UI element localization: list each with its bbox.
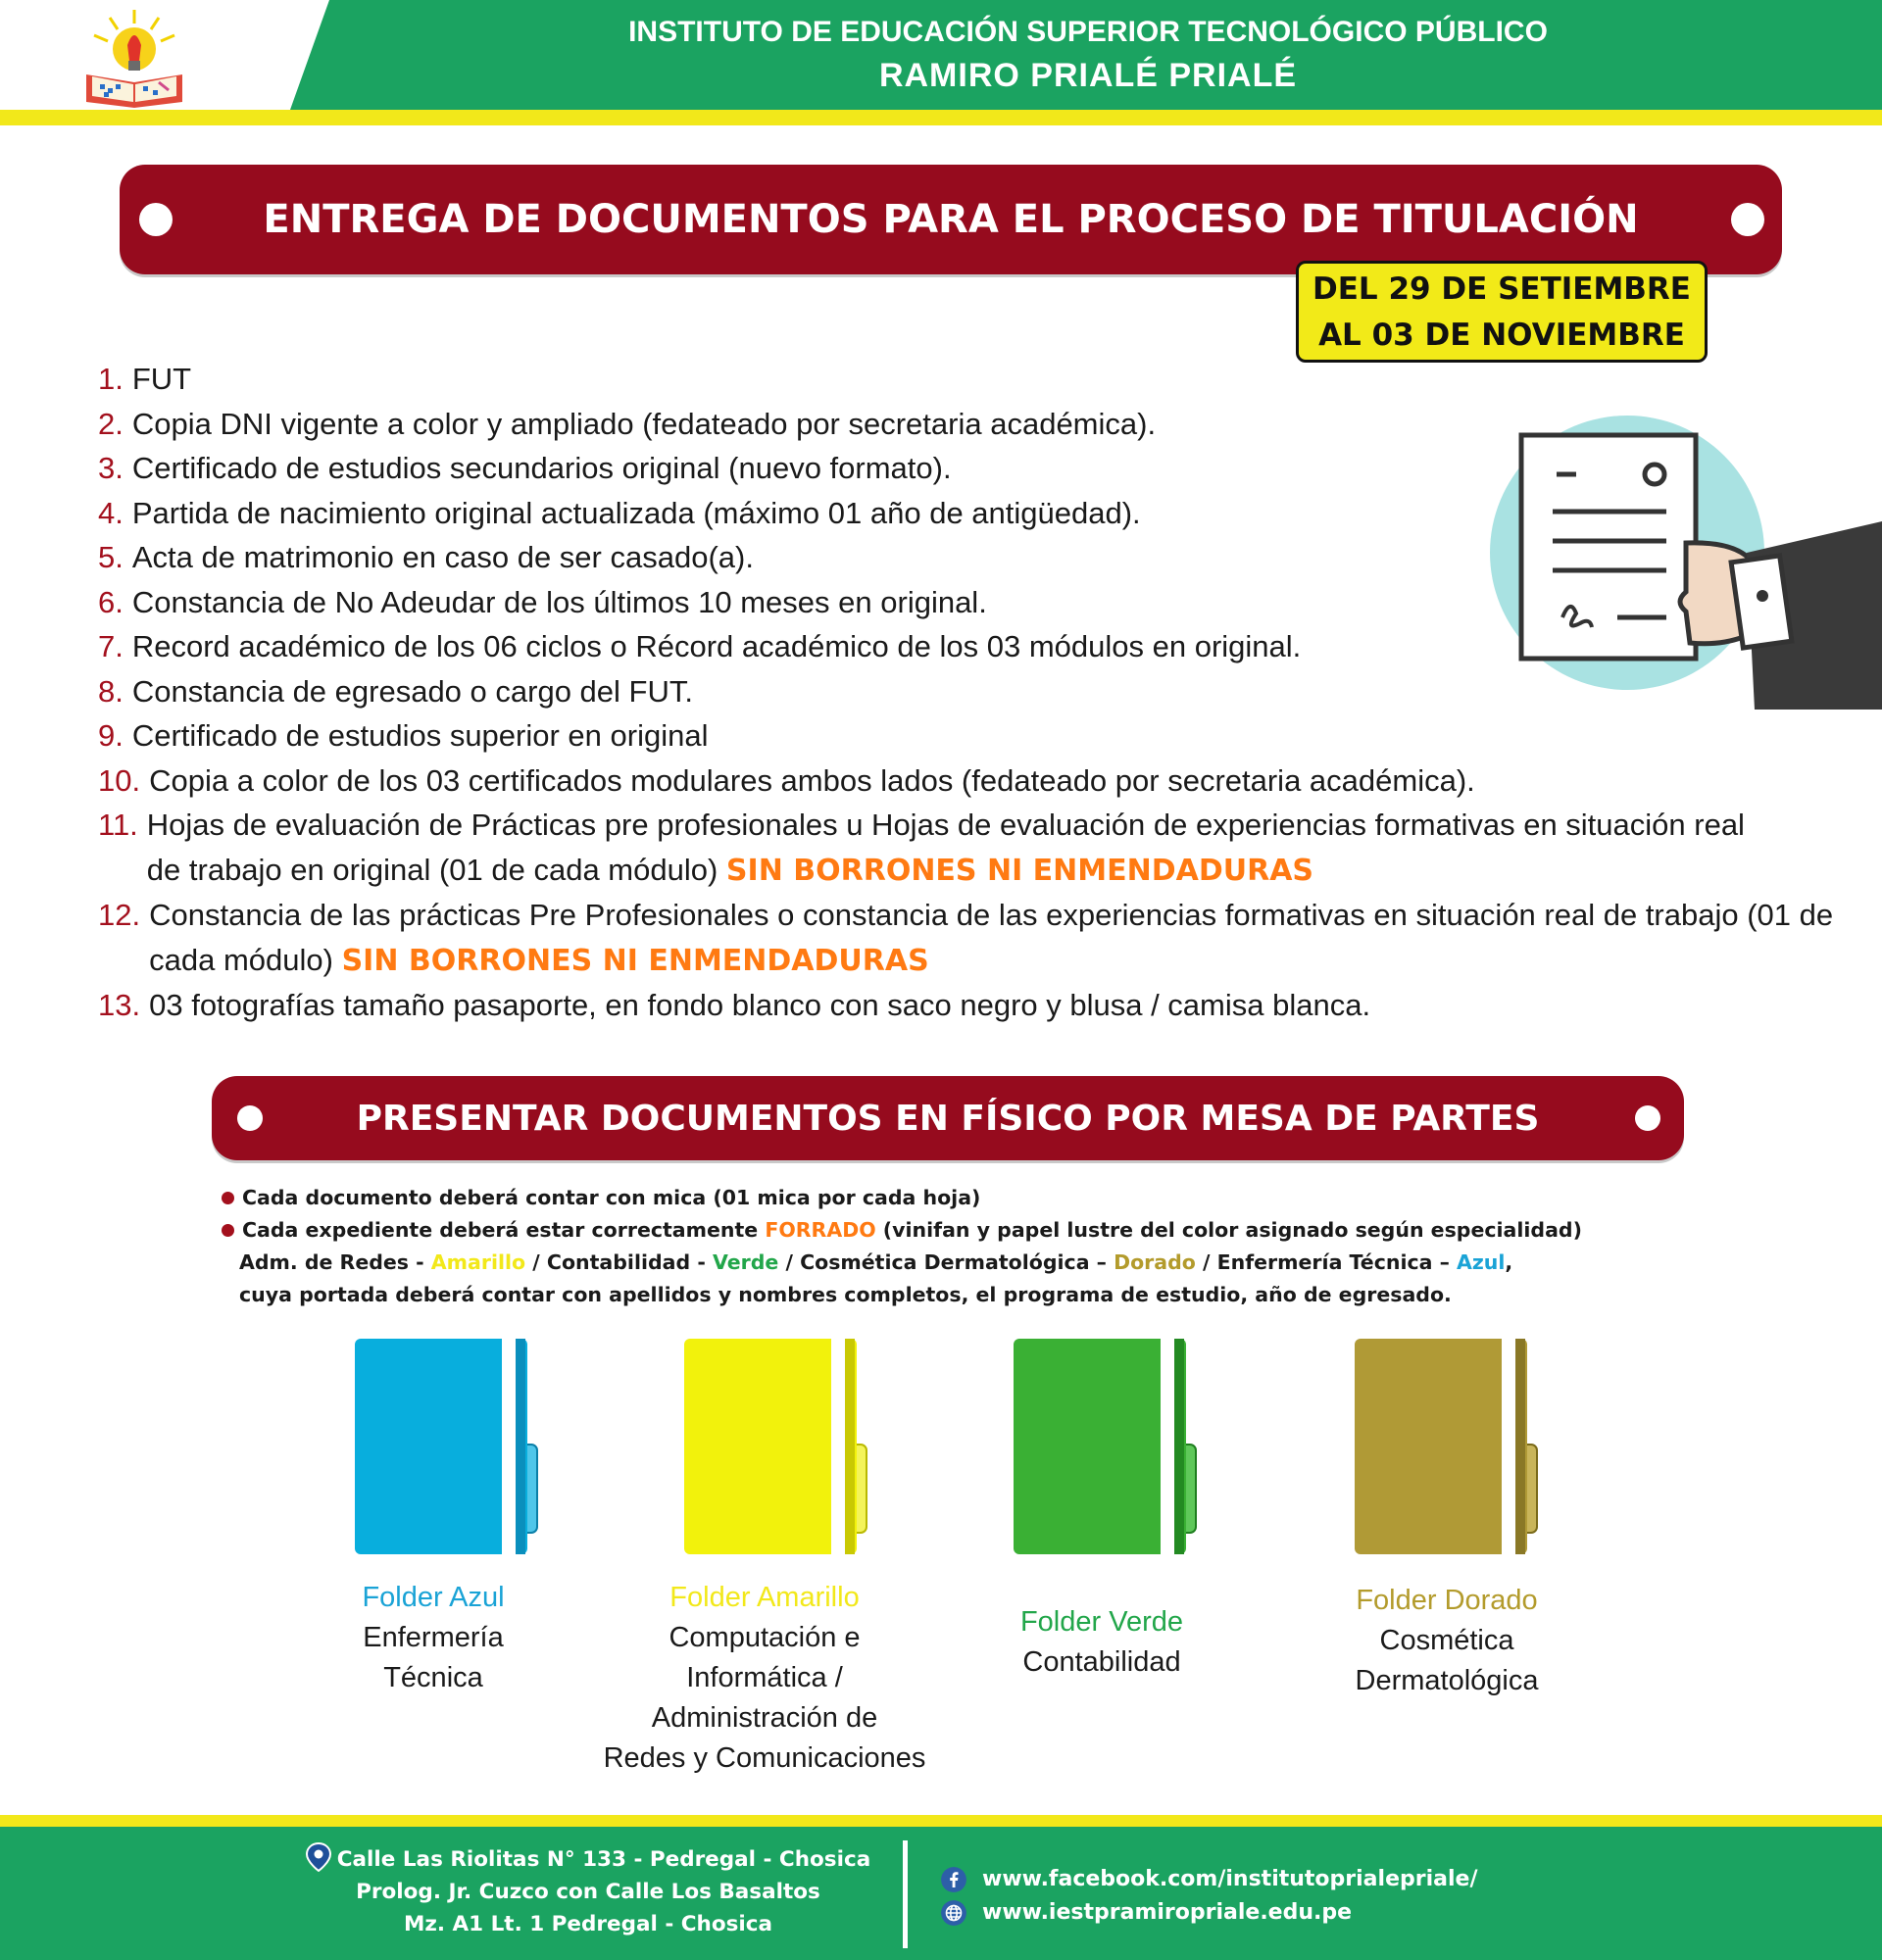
list-item: [98, 357, 1843, 402]
list-item: [98, 893, 1843, 983]
color-word: Azul: [1457, 1250, 1506, 1274]
list-item: [98, 803, 1784, 893]
bullet-dot-icon: [237, 1105, 263, 1131]
instruction-text: Cada expediente deberá estar correctamente: [242, 1218, 766, 1242]
item-text: Certificado de estudios superior en original: [131, 718, 709, 753]
list-item: [98, 624, 1843, 669]
item-text: Certificado de estudios secundarios original (nuevo formato).: [131, 451, 952, 485]
item-text: Hojas de evaluación de Prácticas pre profesionales u Hojas de evaluación de experiencias formativas en situación real de trabajo en original (01 de cada módulo): [146, 808, 1745, 887]
instruction-text: ,: [1505, 1250, 1513, 1274]
color-word: Dorado: [1114, 1250, 1196, 1274]
bullet-dot-icon: [1731, 203, 1764, 236]
folder-title: Folder Amarillo: [669, 1582, 860, 1613]
list-item: [98, 580, 1843, 625]
date-range-line2: AL 03 DE NOVIEMBRE: [1318, 318, 1685, 353]
item-text: Constancia de egresado o cargo del FUT.: [131, 673, 693, 709]
footer-yellow-stripe: [0, 1815, 1882, 1827]
list-item: [98, 491, 1843, 536]
item-number: 3.: [98, 451, 124, 485]
instruction-text: cuya portada deberá contar con apellidos y nombres completos, el programa de estudio, año de egresado.: [239, 1283, 1452, 1306]
bullet-dot-icon: [1635, 1105, 1660, 1131]
folder-specialty: Enfermería: [363, 1622, 504, 1653]
item-number: 10.: [98, 762, 141, 798]
folder-specialty: Contabilidad: [1022, 1646, 1181, 1678]
date-range-line1: DEL 29 DE SETIEMBRE: [1312, 271, 1691, 307]
item-text: Partida de nacimiento original actualizada (máximo 01 año de antigüedad).: [131, 495, 1141, 530]
item-number: 7.: [98, 629, 124, 663]
instruction-text: Cada documento deberá contar con mica (01 mica por cada hoja): [242, 1186, 981, 1209]
facebook-link[interactable]: [941, 1863, 1477, 1896]
folder-specialty: Cosmética: [1379, 1625, 1514, 1656]
title-banner-text: ENTREGA DE DOCUMENTOS PARA EL PROCESO DE TITULACIÓN: [263, 197, 1639, 242]
item-text: Constancia de No Adeudar de los últimos 10 meses en original.: [131, 584, 987, 619]
instruction-line: [222, 1182, 1751, 1214]
instruction-line: [222, 1214, 1751, 1247]
color-word: Verde: [712, 1250, 779, 1274]
folder-caption-yellow: [578, 1578, 951, 1779]
item-text: Copia DNI vigente a color y ampliado (fedateado por secretaria académica).: [131, 406, 1157, 441]
address-text: Calle Las Riolitas N° 133 - Pedregal - Chosica: [336, 1847, 871, 1872]
folder-caption-green: [984, 1602, 1219, 1683]
requirements-list: [98, 357, 1843, 1028]
item-number: 11.: [98, 808, 138, 842]
item-text: Constancia de las prácticas Pre Profesionales o constancia de las experiencias formativas en situación real de trabajo (01 de cada módulo): [149, 898, 1834, 977]
instructions: [222, 1182, 1751, 1311]
folder-specialty: Redes y Comunicaciones: [603, 1742, 926, 1774]
folder-gold-icon: [1347, 1335, 1543, 1558]
list-item: [98, 713, 1843, 759]
instruction-text: / Cosmética Dermatológica –: [778, 1250, 1114, 1274]
item-number: 9.: [98, 718, 124, 753]
folder-specialty: Computación e: [669, 1622, 861, 1653]
item-number: 12.: [98, 898, 141, 932]
website-url: www.iestpramiropriale.edu.pe: [982, 1900, 1353, 1925]
list-item: [98, 535, 1843, 580]
footer-address: [290, 1842, 886, 1940]
item-text-wrap: [149, 893, 1843, 983]
folder-specialty: Informática /: [686, 1662, 843, 1693]
folder-specialty: Técnica: [383, 1662, 483, 1693]
globe-icon: [941, 1900, 966, 1926]
folder-specialty: Administración de: [651, 1702, 878, 1734]
facebook-icon: [941, 1867, 966, 1892]
address-line: [290, 1842, 886, 1876]
instruction-text: (vinifan y papel lustre del color asignado según especialidad): [875, 1218, 1582, 1242]
folder-specialty: Dermatológica: [1355, 1665, 1539, 1696]
item-number: 4.: [98, 495, 124, 530]
bullet-dot-icon: [139, 203, 173, 236]
facebook-url: www.facebook.com/institutoprialepriale/: [982, 1867, 1478, 1891]
instruction-line: [222, 1247, 1751, 1279]
institute-logo: [80, 6, 188, 108]
color-word: Amarillo: [430, 1250, 526, 1274]
instruction-text: / Contabilidad -: [525, 1250, 713, 1274]
title-banner: [120, 165, 1782, 274]
address-line: Prolog. Jr. Cuzco con Calle Los Basaltos: [356, 1880, 820, 1904]
list-item: [98, 983, 1843, 1028]
instruction-line: [222, 1279, 1751, 1311]
item-number: 6.: [98, 584, 124, 619]
date-range-box: [1296, 261, 1708, 363]
item-number: 8.: [98, 673, 124, 709]
list-item: [98, 446, 1843, 491]
list-item: [98, 669, 1843, 714]
instruction-text: / Enfermería Técnica –: [1195, 1250, 1457, 1274]
item-text: Copia a color de los 03 certificados modulares ambos lados (fedateado por secretaria académica).: [149, 762, 1475, 798]
item-number: 1.: [98, 362, 124, 396]
bullet-dot-icon: [222, 1192, 234, 1204]
footer-links: [941, 1863, 1477, 1930]
footer-divider: [903, 1840, 908, 1948]
website-link[interactable]: [941, 1896, 1477, 1930]
list-item: [98, 759, 1843, 804]
folder-title: Folder Dorado: [1356, 1585, 1538, 1616]
folder-title: Folder Verde: [1019, 1606, 1184, 1638]
item-text: 03 fotografías tamaño pasaporte, en fondo blanco con saco negro y blusa / camisa blanca.: [149, 988, 1371, 1022]
folder-title: Folder Azul: [362, 1582, 505, 1613]
folder-caption-gold: [1310, 1581, 1584, 1701]
folder-yellow-icon: [676, 1335, 872, 1558]
item-number: 2.: [98, 406, 124, 441]
location-pin-icon: [306, 1842, 331, 1872]
item-number: 13.: [98, 988, 141, 1022]
address-line: Mz. A1 Lt. 1 Pedregal - Chosica: [403, 1912, 773, 1936]
section-banner: [212, 1076, 1684, 1160]
item-text: Record académico de los 06 ciclos o Récord académico de los 03 módulos en original.: [131, 629, 1302, 663]
institute-name-line2: RAMIRO PRIALÉ PRIALÉ: [878, 57, 1298, 94]
warning-text: SIN BORRONES NI ENMENDADURAS: [341, 943, 929, 978]
folder-green-icon: [1006, 1335, 1202, 1558]
item-text: Acta de matrimonio en caso de ser casado(a).: [131, 540, 754, 574]
highlight-text: FORRADO: [765, 1218, 876, 1242]
section-banner-text: PRESENTAR DOCUMENTOS EN FÍSICO POR MESA DE PARTES: [356, 1098, 1540, 1139]
list-item: [98, 402, 1843, 447]
item-text: FUT: [131, 362, 192, 396]
item-text-wrap: [147, 803, 1784, 893]
header-yellow-stripe: [0, 110, 1882, 125]
bullet-dot-icon: [222, 1224, 234, 1237]
item-number: 5.: [98, 540, 124, 574]
instruction-text: Adm. de Redes -: [239, 1250, 431, 1274]
institute-name-line1: INSTITUTO DE EDUCACIÓN SUPERIOR TECNOLÓGICO PÚBLICO: [628, 16, 1548, 48]
warning-text: SIN BORRONES NI ENMENDADURAS: [725, 853, 1314, 888]
folder-caption-blue: [316, 1578, 551, 1698]
folder-blue-icon: [347, 1335, 543, 1558]
